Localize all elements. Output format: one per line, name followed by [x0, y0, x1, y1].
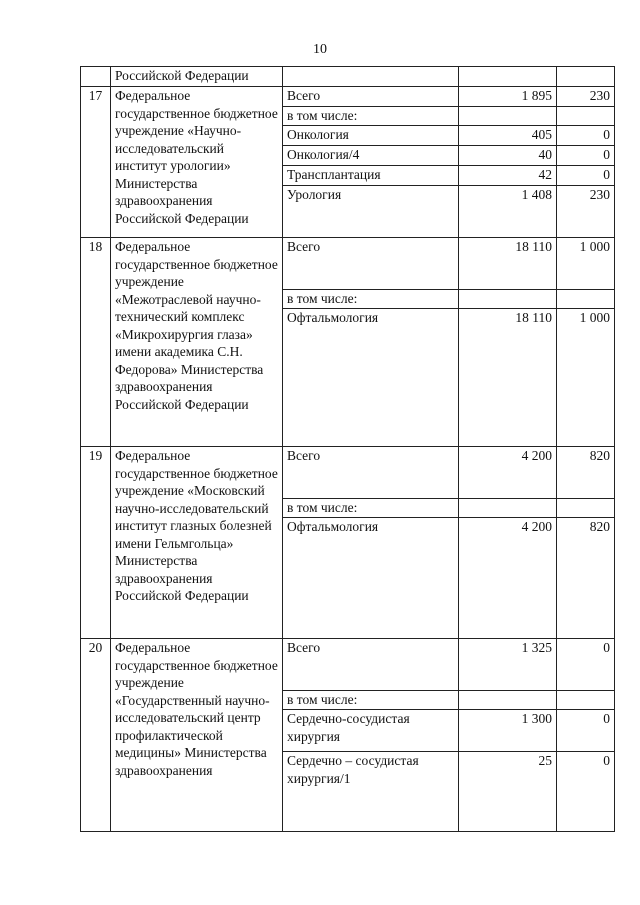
- organization-name: Федеральное государственное бюджетное учреждение «Межотраслевой научно-технический комплекс «Микрохирургия глаза» имени академика С.Н. Федорова» Министерства здравоохранения Российской Федерации: [111, 238, 283, 447]
- value2-cell: [557, 67, 615, 87]
- profile-cell: Урология: [283, 186, 459, 238]
- value2-cell: 0: [557, 639, 615, 691]
- value1-cell: 1 408: [459, 186, 557, 238]
- value2-cell: [557, 107, 615, 126]
- profile-cell: Офтальмология: [283, 309, 459, 447]
- profile-cell: Всего: [283, 447, 459, 499]
- table-row: [81, 447, 615, 499]
- profile-cell: Сердечно-сосудистая хирургия: [283, 710, 459, 752]
- num-cell: [81, 67, 111, 87]
- profile-cell: Офтальмология: [283, 518, 459, 639]
- value1-cell: [459, 67, 557, 87]
- profile-cell: Онкология: [283, 126, 459, 146]
- value2-cell: 0: [557, 752, 615, 832]
- value2-cell: 820: [557, 447, 615, 499]
- profile-cell: Всего: [283, 238, 459, 290]
- value2-cell: 820: [557, 518, 615, 639]
- value2-cell: [557, 499, 615, 518]
- value1-cell: [459, 691, 557, 710]
- profile-cell: в том числе:: [283, 290, 459, 309]
- table-row: [81, 87, 615, 107]
- value1-cell: 1 300: [459, 710, 557, 752]
- profile-cell: в том числе:: [283, 499, 459, 518]
- table-row: [81, 238, 615, 290]
- row-number: 19: [81, 447, 111, 639]
- value2-cell: 0: [557, 710, 615, 752]
- value1-cell: [459, 499, 557, 518]
- organization-name: Федеральное государственное бюджетное учреждение «Московский научно-исследовательский институт глазных болезней имени Гельмгольца» Министерства здравоохранения Российской Федерации: [111, 447, 283, 639]
- value2-cell: 1 000: [557, 309, 615, 447]
- value2-cell: [557, 290, 615, 309]
- value1-cell: 25: [459, 752, 557, 832]
- value2-cell: [557, 691, 615, 710]
- organization-name: Федеральное государственное бюджетное учреждение «Государственный научно-исследовательский центр профилактической медицины» Министерства здравоохранения: [111, 639, 283, 832]
- organization-name: Федеральное государственное бюджетное учреждение «Научно-исследовательский институт урологии» Министерства здравоохранения Российской Федерации: [111, 87, 283, 238]
- value1-cell: 42: [459, 166, 557, 186]
- profile-cell: Сердечно – сосудистая хирургия/1: [283, 752, 459, 832]
- value2-cell: 230: [557, 186, 615, 238]
- row-number: 20: [81, 639, 111, 832]
- value1-cell: 4 200: [459, 518, 557, 639]
- profile-cell: Трансплантация: [283, 166, 459, 186]
- profile-cell: [283, 67, 459, 87]
- value1-cell: [459, 107, 557, 126]
- value2-cell: 1 000: [557, 238, 615, 290]
- value2-cell: 0: [557, 126, 615, 146]
- row-number: 17: [81, 87, 111, 238]
- org-cell: Российской Федерации: [111, 67, 283, 87]
- profile-cell: в том числе:: [283, 107, 459, 126]
- value1-cell: 18 110: [459, 238, 557, 290]
- value1-cell: 40: [459, 146, 557, 166]
- page-number: 10: [313, 42, 327, 57]
- value1-cell: 1 895: [459, 87, 557, 107]
- continuation-row: [81, 67, 615, 87]
- value1-cell: 1 325: [459, 639, 557, 691]
- value1-cell: [459, 290, 557, 309]
- row-number: 18: [81, 238, 111, 447]
- profile-cell: в том числе:: [283, 691, 459, 710]
- profile-cell: Всего: [283, 639, 459, 691]
- value2-cell: 0: [557, 166, 615, 186]
- profile-cell: Онкология/4: [283, 146, 459, 166]
- value1-cell: 18 110: [459, 309, 557, 447]
- value1-cell: 405: [459, 126, 557, 146]
- value1-cell: 4 200: [459, 447, 557, 499]
- value2-cell: 230: [557, 87, 615, 107]
- hospital-quota-table: [80, 66, 615, 832]
- profile-cell: Всего: [283, 87, 459, 107]
- value2-cell: 0: [557, 146, 615, 166]
- table-row: [81, 639, 615, 691]
